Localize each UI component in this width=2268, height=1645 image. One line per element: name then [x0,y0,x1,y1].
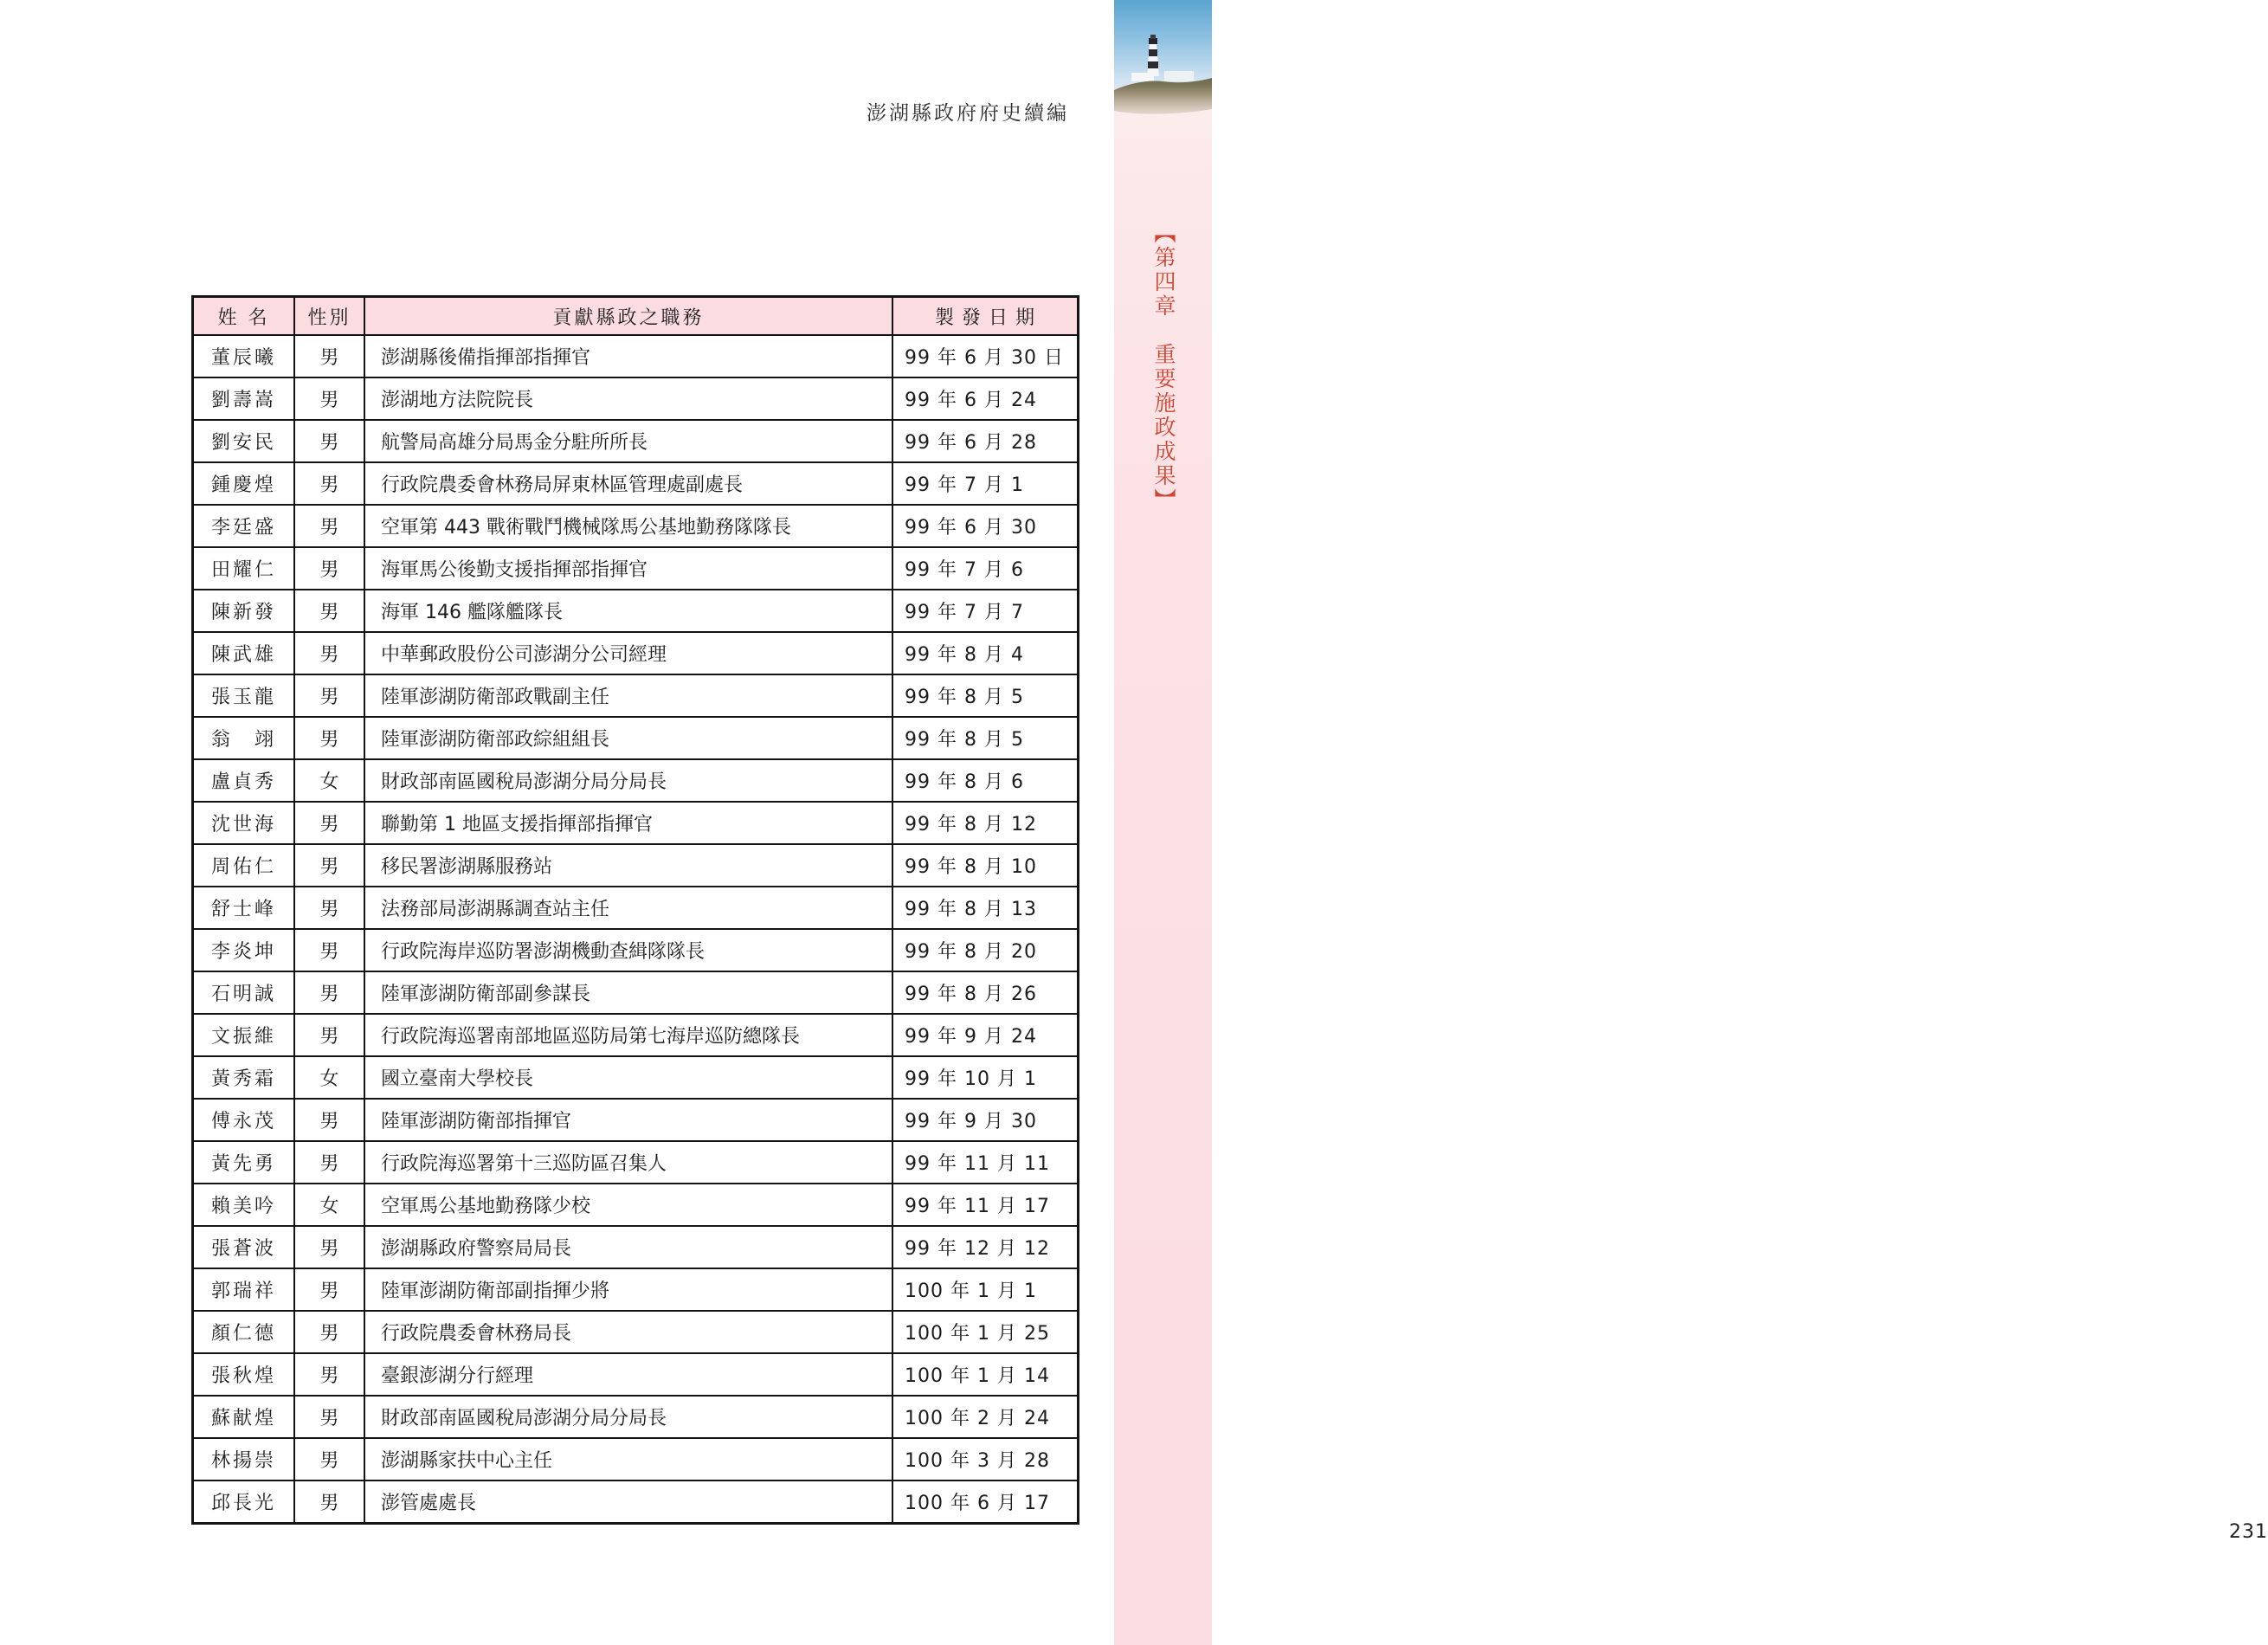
cell-name: 黃秀霜 [193,1056,295,1099]
table-row [193,1480,1079,1524]
table-row [193,1141,1079,1184]
cell-gender: 男 [294,1141,364,1184]
lighthouse-photo [1114,0,1212,139]
cell-gender: 男 [294,844,364,887]
cell-gender: 男 [294,1311,364,1353]
running-head-title: 澎湖縣政府府史續編 [867,102,1069,125]
cell-position: 國立臺南大學校長 [364,1056,892,1099]
cell-name: 沈世海 [193,802,295,844]
cell-date: 99 年 12 月 12 [892,1226,1079,1268]
cell-date: 100 年 1 月 1 [892,1268,1079,1311]
cell-name: 文振維 [193,1014,295,1056]
cell-position: 行政院海岸巡防署澎湖機動查緝隊隊長 [364,929,892,971]
table-row [193,929,1079,971]
cell-gender: 男 [294,462,364,505]
cell-gender: 男 [294,1014,364,1056]
cell-date: 100 年 1 月 25 [892,1311,1079,1353]
cell-name: 張玉龍 [193,674,295,717]
chapter-sidebar [1114,0,2268,1645]
cell-date: 99 年 6 月 30 日 [892,335,1079,377]
cell-date: 99 年 8 月 12 [892,802,1079,844]
cell-date: 99 年 10 月 1 [892,1056,1079,1099]
cell-gender: 男 [294,505,364,547]
cell-gender: 男 [294,802,364,844]
table-row [193,844,1079,887]
cell-position: 移民署澎湖縣服務站 [364,844,892,887]
table-row [193,971,1079,1014]
table-row [193,377,1079,420]
cell-position: 空軍馬公基地勤務隊少校 [364,1184,892,1226]
cell-date: 99 年 7 月 7 [892,590,1079,632]
cell-position: 陸軍澎湖防衛部副參謀長 [364,971,892,1014]
table-row [193,674,1079,717]
column-header-name: 姓 名 [193,297,295,336]
cell-gender: 男 [294,547,364,590]
cell-gender: 男 [294,717,364,759]
cell-date: 99 年 8 月 5 [892,674,1079,717]
table-row [193,420,1079,462]
cell-position: 澎管處處長 [364,1480,892,1524]
cell-position: 行政院農委會林務局屏東林區管理處副處長 [364,462,892,505]
table-row [193,802,1079,844]
cell-position: 財政部南區國稅局澎湖分局分局長 [364,1396,892,1438]
column-header-position: 貢獻縣政之職務 [364,297,892,336]
table-row [193,887,1079,929]
cell-name: 陳新發 [193,590,295,632]
cell-name: 林揚崇 [193,1438,295,1480]
cell-name: 石明誠 [193,971,295,1014]
table-header-row [193,297,1079,336]
cell-position: 空軍第 443 戰術戰鬥機械隊馬公基地勤務隊隊長 [364,505,892,547]
cell-position: 澎湖縣家扶中心主任 [364,1438,892,1480]
table-body [193,335,1079,1524]
cell-position: 行政院海巡署南部地區巡防局第七海岸巡防總隊長 [364,1014,892,1056]
cell-gender: 男 [294,674,364,717]
cell-date: 99 年 8 月 10 [892,844,1079,887]
table-header [193,297,1079,336]
cell-gender: 女 [294,1056,364,1099]
table-row [193,590,1079,632]
cell-date: 99 年 9 月 24 [892,1014,1079,1056]
cell-position: 臺銀澎湖分行經理 [364,1353,892,1396]
cell-gender: 男 [294,1099,364,1141]
cell-position: 中華郵政股份公司澎湖分公司經理 [364,632,892,674]
cell-position: 航警局高雄分局馬金分駐所所長 [364,420,892,462]
cell-name: 劉壽嵩 [193,377,295,420]
cell-gender: 女 [294,1184,364,1226]
cell-name: 張蒼波 [193,1226,295,1268]
table-row [193,1311,1079,1353]
cell-position: 陸軍澎湖防衛部政戰副主任 [364,674,892,717]
cell-name: 賴美吟 [193,1184,295,1226]
cell-gender: 男 [294,1226,364,1268]
contributors-table-wrap [191,295,1079,1525]
chapter-title-vertical: 【第四章 重要施政成果】 [1151,222,1176,513]
cell-date: 99 年 8 月 13 [892,887,1079,929]
table-row [193,1014,1079,1056]
cell-gender: 男 [294,1438,364,1480]
cell-date: 100 年 2 月 24 [892,1396,1079,1438]
cell-date: 99 年 6 月 24 [892,377,1079,420]
cell-name: 周佑仁 [193,844,295,887]
cell-name: 郭瑞祥 [193,1268,295,1311]
cell-name: 蘇献煌 [193,1396,295,1438]
cell-name: 舒士峰 [193,887,295,929]
table-row [193,1099,1079,1141]
cell-name: 邱長光 [193,1480,295,1524]
cell-name: 董辰曦 [193,335,295,377]
table-row [193,717,1079,759]
cell-name: 陳武雄 [193,632,295,674]
table-row [193,1353,1079,1396]
table-row [193,335,1079,377]
cell-name: 田耀仁 [193,547,295,590]
cell-gender: 男 [294,929,364,971]
cell-position: 行政院農委會林務局長 [364,1311,892,1353]
cell-name: 李炎坤 [193,929,295,971]
cell-position: 陸軍澎湖防衛部政綜組組長 [364,717,892,759]
photo-fade-overlay [1114,0,1212,139]
cell-date: 99 年 6 月 30 [892,505,1079,547]
cell-gender: 男 [294,590,364,632]
cell-date: 100 年 6 月 17 [892,1480,1079,1524]
cell-name: 劉安民 [193,420,295,462]
cell-date: 100 年 3 月 28 [892,1438,1079,1480]
table-row [193,462,1079,505]
cell-date: 99 年 11 月 17 [892,1184,1079,1226]
cell-date: 99 年 9 月 30 [892,1099,1079,1141]
cell-position: 行政院海巡署第十三巡防區召集人 [364,1141,892,1184]
cell-gender: 男 [294,377,364,420]
cell-position: 澎湖縣政府警察局局長 [364,1226,892,1268]
cell-gender: 男 [294,887,364,929]
table-row [193,1268,1079,1311]
cell-gender: 女 [294,759,364,802]
cell-name: 傅永茂 [193,1099,295,1141]
table-row [193,1438,1079,1480]
cell-date: 99 年 8 月 20 [892,929,1079,971]
cell-date: 99 年 6 月 28 [892,420,1079,462]
cell-gender: 男 [294,420,364,462]
cell-date: 99 年 7 月 1 [892,462,1079,505]
cell-date: 99 年 8 月 5 [892,717,1079,759]
cell-position: 海軍 146 艦隊艦隊長 [364,590,892,632]
page-number: 231 [2229,1521,2268,1543]
cell-gender: 男 [294,1268,364,1311]
table-row [193,1396,1079,1438]
cell-position: 法務部局澎湖縣調查站主任 [364,887,892,929]
cell-date: 99 年 7 月 6 [892,547,1079,590]
table-row [193,1184,1079,1226]
table-row [193,1226,1079,1268]
cell-date: 99 年 8 月 6 [892,759,1079,802]
table-row [193,759,1079,802]
cell-gender: 男 [294,1480,364,1524]
cell-name: 黃先勇 [193,1141,295,1184]
cell-date: 99 年 11 月 11 [892,1141,1079,1184]
cell-position: 陸軍澎湖防衛部副指揮少將 [364,1268,892,1311]
cell-date: 99 年 8 月 26 [892,971,1079,1014]
column-header-date: 製 發 日 期 [892,297,1079,336]
cell-name: 顏仁德 [193,1311,295,1353]
table-row [193,632,1079,674]
cell-date: 100 年 1 月 14 [892,1353,1079,1396]
cell-position: 聯勤第 1 地區支援指揮部指揮官 [364,802,892,844]
cell-date: 99 年 8 月 4 [892,632,1079,674]
cell-position: 陸軍澎湖防衛部指揮官 [364,1099,892,1141]
cell-position: 財政部南區國稅局澎湖分局分局長 [364,759,892,802]
cell-name: 盧貞秀 [193,759,295,802]
cell-position: 澎湖縣後備指揮部指揮官 [364,335,892,377]
cell-gender: 男 [294,632,364,674]
table-row [193,505,1079,547]
column-header-gender: 性別 [294,297,364,336]
cell-gender: 男 [294,1353,364,1396]
cell-name: 鍾慶煌 [193,462,295,505]
cell-name: 翁 翊 [193,717,295,759]
cell-position: 海軍馬公後勤支援指揮部指揮官 [364,547,892,590]
cell-name: 李廷盛 [193,505,295,547]
table-row [193,547,1079,590]
cell-name: 張秋煌 [193,1353,295,1396]
cell-position: 澎湖地方法院院長 [364,377,892,420]
contributors-table [191,295,1079,1525]
cell-gender: 男 [294,1396,364,1438]
cell-gender: 男 [294,971,364,1014]
table-row [193,1056,1079,1099]
cell-gender: 男 [294,335,364,377]
